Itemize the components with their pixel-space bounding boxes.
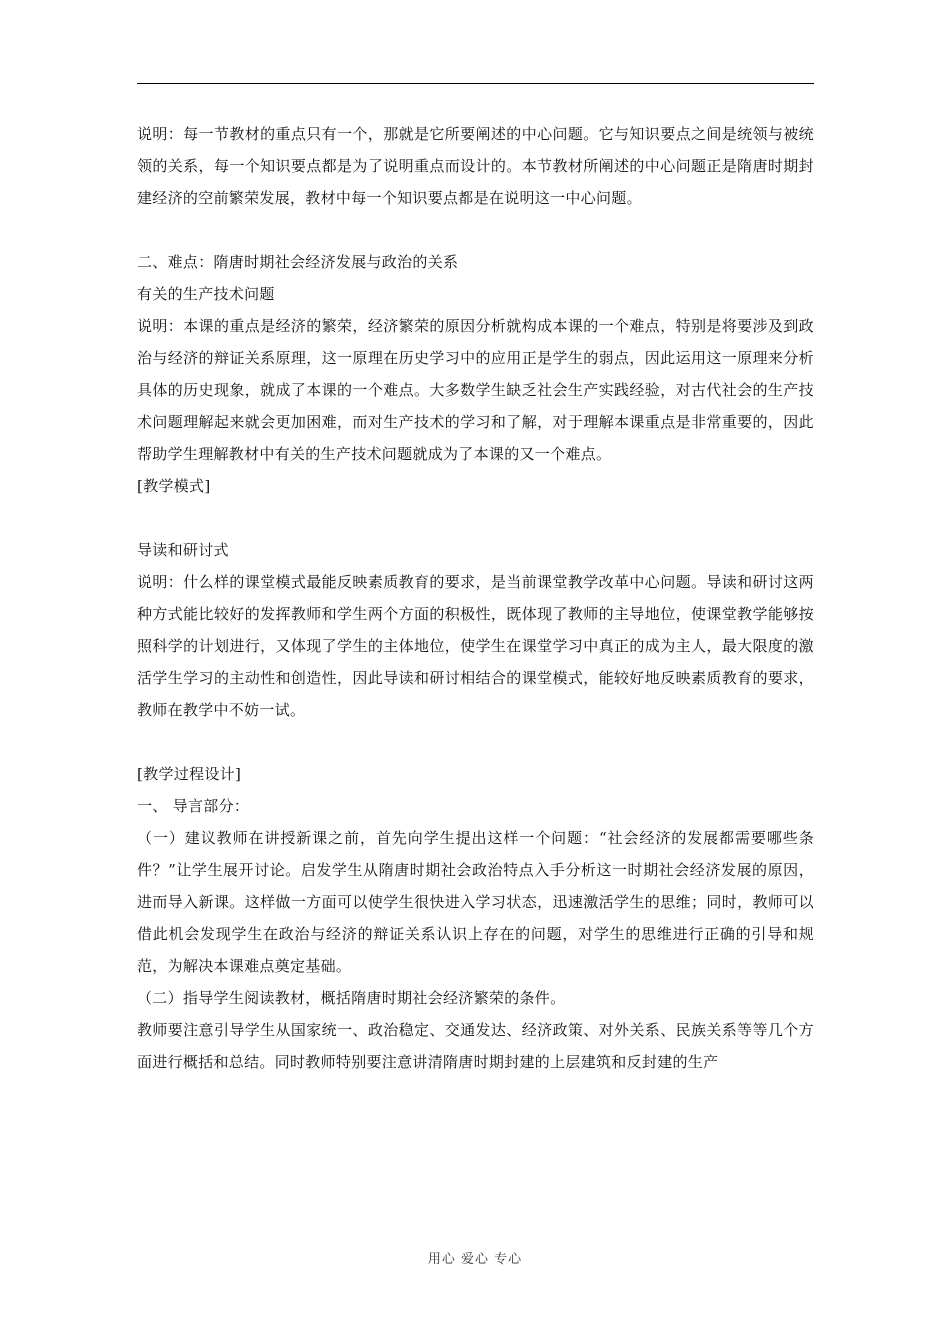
paragraph-teacher-guidance: 教师要注意引导学生从国家统一、政治稳定、交通发达、经济政策、对外关系、民族关系等等几个方面进行概括和总结。同时教师特别要注意讲清隋唐时期封建的上层建筑和反封建的生产 xyxy=(137,1021,814,1071)
blank-line xyxy=(137,214,814,246)
page-footer: 用心 爱心 专心 xyxy=(427,1252,523,1267)
paragraph-difficulty-note: 说明：本课的重点是经济的繁荣，经济繁荣的原因分析就构成本课的一个难点，特别是将要涉及到政治与经济的辩证关系原理，这一原理在历史学习中的应用正是学生的弱点，因此运用这一原理来分析具体的历史现象，就成了本课的一个难点。大多数学生缺乏社会生产实践经验，对古代社会的生产技术问题理解起来就会更加困难，而对生产技术的学习和了解，对于理解本课重点是非常重要的，因此帮助学生理解教材中有关的生产技术问题就成为了本课的又一个难点。 xyxy=(137,317,814,463)
paragraph-mode-note: 说明：什么样的课堂模式最能反映素质教育的要求，是当前课堂教学改革中心问题。导读和研讨这两种方式能比较好的发挥教师和学生两个方面的积极性，既体现了教师的主导地位，使课堂教学能够按照科学的计划进行，又体现了学生的主体地位，使学生在课堂学习中真正的成为主人，最大限度的激活学生学习的主动性和创造性，因此导读和研讨相结合的课堂模式，能较好地反映素质教育的要求，教师在教学中不妨一试。 xyxy=(137,573,814,719)
heading-introduction: 一、 导言部分： xyxy=(137,797,250,815)
blank-line xyxy=(137,726,814,758)
paragraph-step-two: （二）指导学生阅读教材，概括隋唐时期社会经济繁荣的条件。 xyxy=(137,989,566,1007)
blank-line xyxy=(137,502,814,534)
paragraph-step-one: （一）建议教师在讲授新课之前，首先向学生提出这样一个问题：“社会经济的发展都需要哪些条件？”让学生展开讨论。启发学生从隋唐时期社会政治特点入手分析这一时期社会经济发展的原因，进而导入新课。这样做一方面可以使学生很快进入学习状态，迅速激活学生的思维；同时，教师可以借此机会发现学生在政治与经济的辩证关系认识上存在的问题，对学生的思维进行正确的引导和规范，为解决本课难点奠定基础。 xyxy=(137,829,814,975)
heading-teaching-mode: [教学模式] xyxy=(137,477,211,495)
heading-difficulty: 二、难点：隋唐时期社会经济发展与政治的关系 xyxy=(137,253,459,271)
paragraph-key-point-note: 说明：每一节教材的重点只有一个，那就是它所要阐述的中心问题。它与知识要点之间是统领与被统领的关系，每一个知识要点都是为了说明重点而设计的。本节教材所阐述的中心问题正是隋唐时期封建经济的空前繁荣发展，教材中每一个知识要点都是在说明这一中心问题。 xyxy=(137,125,814,207)
paragraph-tech-issue: 有关的生产技术问题 xyxy=(137,285,275,303)
heading-process-design: [教学过程设计] xyxy=(137,765,242,783)
header-rule xyxy=(137,83,814,84)
paragraph-mode-name: 导读和研讨式 xyxy=(137,541,229,559)
document-body xyxy=(137,118,814,1078)
